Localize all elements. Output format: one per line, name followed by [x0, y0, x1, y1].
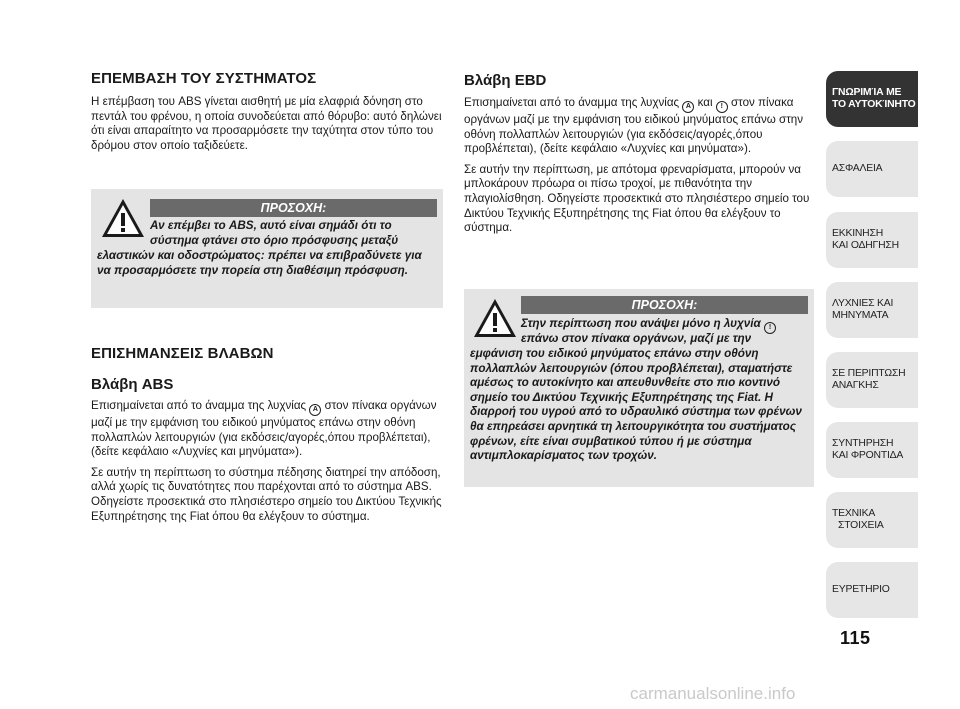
tab-label-line1: ΤΕΧΝΙΚΑ: [832, 507, 876, 519]
ebd-fault-text-a: Επισημαίνεται από το άναμμα της λυχνίας: [464, 96, 680, 109]
right-column: [464, 72, 814, 236]
subheading-abs-fault: Βλάβη ABS: [91, 376, 174, 393]
tab-label-line1: ΑΣΦΑΛΕΙΑ: [832, 162, 883, 174]
tab-technical-specifications[interactable]: [826, 492, 918, 548]
ebd-fault-text-c: στον πίνακα οργάνων μαζί με την εμφάνιση του ειδικού μηνύματος επάνω στην οθόνη πολλαπλών λειτουργιών (για εκδόσεις/αγορές,όπου προβλέπεται), (δείτε κεφάλαιο «Λυχνίες και μηνύματα»).: [464, 96, 804, 156]
abs-warning-lamp-icon: A: [682, 101, 694, 113]
tab-label-line2: ΤΟ ΑΥΤΟΚΊΝΗΤΟ: [832, 99, 916, 110]
tab-label-line2: ΜΗΝΥΜΑΤΑ: [832, 310, 889, 321]
paragraph-system-intervention: Η επέμβαση του ABS γίνεται αισθητή με μία ελαφριά δόνηση στο πεντάλ του φρένου, η οποία συνοδεύεται από θόρυβο: αυτό δηλώνει ότι είναι απαραίτητο να προσαρμόσετε την ταχύτητα στον τύπο του δρόμου στον οποίο ταξιδεύετε.: [91, 95, 442, 152]
paragraph-ebd-fault: [464, 96, 814, 157]
warning-line-1-text: Στην περίπτωση που ανάψει μόνο η λυχνία: [521, 317, 761, 330]
tab-label-line2: ΚΑΙ ΟΔΗΓΗΣΗ: [832, 240, 899, 251]
tab-label-line2: ΚΑΙ ΦΡΟΝΤΙΔΑ: [832, 450, 904, 461]
tab-label-line2: ΣΤΟΙΧΕΙΑ: [838, 520, 884, 531]
footer-watermark: carmanualsonline.info: [630, 684, 796, 703]
tab-index[interactable]: [826, 562, 918, 618]
tab-label-line1: ΓΝΩΡΙΜΊΑ ΜΕ: [832, 86, 902, 98]
tab-warning-lights-and-messages[interactable]: [826, 282, 918, 338]
tab-safety[interactable]: [826, 141, 918, 197]
tab-starting-and-driving[interactable]: [826, 212, 918, 268]
subheading-ebd-fault: Βλάβη EBD: [464, 72, 547, 89]
warning-box-brake-fluid: [464, 289, 814, 487]
warning-line-1: Αν επέμβει το ABS, αυτό είναι σημάδι ότι το: [150, 219, 392, 232]
tab-maintenance-and-care[interactable]: [826, 422, 918, 478]
section-heading-fault-warnings: ΕΠΙΣΗΜΑΝΣΕΙΣ ΒΛΑΒΩΝ: [91, 345, 274, 362]
tab-label-line1: ΣΥΝΤΗΡΗΣΗ: [832, 437, 894, 449]
tab-label-line1: ΕΥΡΕΤΗΡΙΟ: [832, 583, 890, 595]
tab-in-an-emergency[interactable]: [826, 352, 918, 408]
warning-title-bar: ΠΡΟΣΟΧΗ:: [521, 296, 808, 314]
warning-line-2: επάνω στον πίνακα οργάνων, μαζί με την: [521, 332, 752, 345]
tab-label-line1: ΣΕ ΠΕΡΙΠΤΩΣΗ: [832, 367, 906, 379]
left-column: [91, 70, 443, 153]
section-heading-system-intervention: ΕΠΕΜΒΑΣΗ ΤΟΥ ΣΥΣΤΗΜΑΤΟΣ: [91, 70, 317, 87]
brake-warning-lamp-icon: !: [716, 101, 728, 113]
warning-triangle-icon: [100, 197, 146, 239]
tab-label-line1: ΕΚΚΙΝΗΣΗ: [832, 227, 884, 239]
paragraph-abs-fault-consequence: Σε αυτήν τη περίπτωση το σύστημα πέδησης διατηρεί την απόδοση, αλλά χωρίς τις δυνατότητες που παρέχονται από το σύστημα ABS. Οδηγείστε προσεκτικά στο πλησιέστερο σημείο του Δικτύου Τεχνικής Εξυπηρέτησης της Fiat όπου θα ελέγξουν το σύστημα.: [91, 465, 442, 523]
warning-rest: εμφάνιση του ειδικού μηνύματος επάνω στην οθόνη πολλαπλών λειτουργιών (όπου προβλέπεται), σταματήστε αμέσως το αυτοκίνητο και απευθυνθείτε στο πιο κοντινό σημείο του Δικτύου Τεχνικής Εξυπηρέτησης της Fiat. Η διαρροή του υγρού από το υδραυλικό σύστημα των φρένων θα επηρεάσει αρνητικά τη λειτουργικότητα του συστήματος φρένων, είτε είναι συμβατικού τύπου ή με σύστημα αντιμπλοκαρίσματος των τροχών.: [470, 347, 802, 463]
tab-getting-to-know-the-car[interactable]: [826, 71, 918, 127]
paragraph-abs-fault: [91, 399, 443, 460]
abs-warning-lamp-icon: A: [309, 404, 321, 416]
ebd-fault-text-b: και: [697, 96, 713, 109]
tab-label-line1: ΛΥΧΝΙΕΣ ΚΑΙ: [832, 297, 894, 309]
abs-fault-text-b: στον πίνακα οργάνων μαζί με την εμφάνιση του ειδικού μηνύματος επάνω στην οθόνη πολλαπλών λειτουργιών (για εκδόσεις/αγορές,όπου προβλέπεται), (δείτε κεφάλαιο «Λυχνίες και μηνύματα»).: [91, 399, 437, 459]
warning-rest: ελαστικών και οδοστρώματος: πρέπει να επιβραδύνετε για να προσαρμόσετε την πορεία στη διαθέσιμη πρόσφυση.: [97, 249, 422, 277]
left-column-lower: [91, 345, 443, 524]
brake-warning-lamp-icon: !: [764, 322, 776, 334]
warning-title-bar: ΠΡΟΣΟΧΗ:: [150, 199, 437, 217]
abs-fault-text-a: Επισημαίνεται από το άναμμα της λυχνίας: [91, 399, 307, 412]
warning-box-abs: [91, 189, 443, 308]
paragraph-ebd-consequence: Σε αυτήν την περίπτωση, με απότομα φρεναρίσματα, μπορούν να μπλοκάρουν πρόωρα οι πίσω τροχοί, με πιθανότητα την πλαγιολίσθηση. Οδηγείστε προσεκτικά στο πλησιέστερο σημείο του Δικτύου Τεχνικής Εξυπηρέτησης της Fiat όπου θα ελέγξουν το σύστημα.: [464, 162, 810, 235]
warning-line-2: σύστημα φτάνει στο όριο πρόσφυσης μεταξύ: [150, 234, 399, 247]
tab-label-line2: ΑΝΑΓΚΗΣ: [832, 380, 879, 391]
page-number: 115: [840, 628, 871, 648]
warning-triangle-icon: [472, 297, 518, 339]
